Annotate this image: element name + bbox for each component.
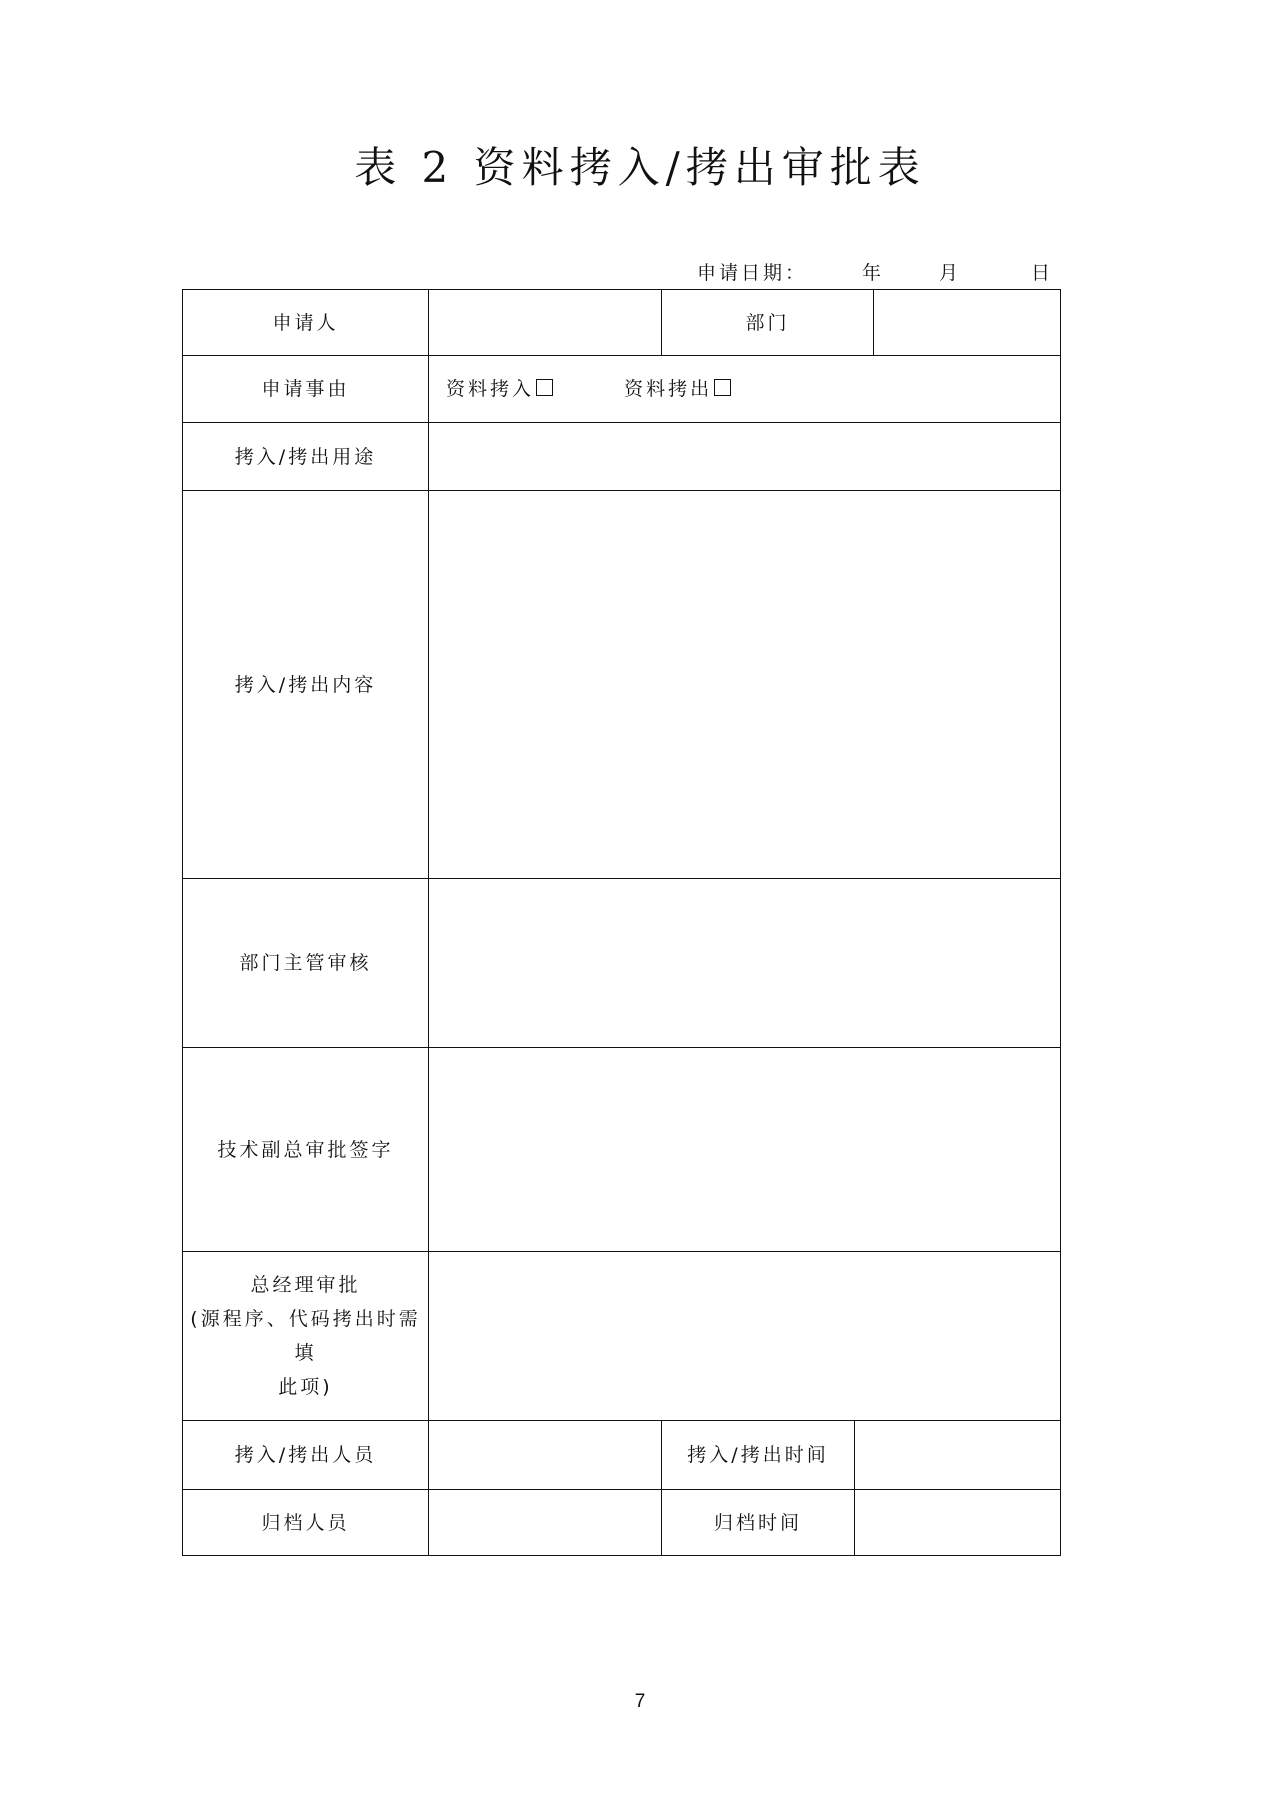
gm-approval-field[interactable] bbox=[429, 1252, 1061, 1421]
gm-approval-label: 总经理审批 bbox=[250, 1274, 361, 1296]
tech-approval-field[interactable] bbox=[429, 1048, 1061, 1252]
copy-in-checkbox[interactable] bbox=[536, 379, 553, 396]
tech-approval-label: 技术副总审批签字 bbox=[183, 1048, 429, 1252]
date-day-label: 日 bbox=[1031, 262, 1054, 284]
archive-time-label: 归档时间 bbox=[662, 1490, 855, 1556]
gm-approval-note-line1: (源程序、代码拷出时需填 bbox=[190, 1308, 421, 1364]
copy-person-label: 拷入/拷出人员 bbox=[183, 1421, 429, 1490]
archive-time-field[interactable] bbox=[855, 1490, 1061, 1556]
copy-time-field[interactable] bbox=[855, 1421, 1061, 1490]
department-field[interactable] bbox=[874, 290, 1061, 356]
dept-review-row bbox=[183, 879, 1061, 1048]
applicant-row bbox=[183, 290, 1061, 356]
dept-review-label: 部门主管审核 bbox=[183, 879, 429, 1048]
purpose-field[interactable] bbox=[429, 423, 1061, 491]
tech-approval-row bbox=[183, 1048, 1061, 1252]
page-title: 表 2 资料拷入/拷出审批表 bbox=[354, 143, 926, 192]
dept-review-field[interactable] bbox=[429, 879, 1061, 1048]
content-label: 拷入/拷出内容 bbox=[183, 491, 429, 879]
date-year-label: 年 bbox=[862, 262, 885, 284]
copy-in-option[interactable] bbox=[446, 372, 553, 406]
purpose-label: 拷入/拷出用途 bbox=[183, 423, 429, 491]
content-row bbox=[183, 491, 1061, 879]
archive-person-label: 归档人员 bbox=[183, 1490, 429, 1556]
gm-approval-label-cell bbox=[183, 1252, 429, 1421]
reason-options bbox=[429, 356, 1061, 423]
applicant-field[interactable] bbox=[429, 290, 662, 356]
content-field[interactable] bbox=[429, 491, 1061, 879]
approval-form-table bbox=[182, 289, 1061, 1556]
page-number: 7 bbox=[634, 1691, 646, 1712]
gm-approval-note-line2: 此项) bbox=[278, 1376, 333, 1398]
gm-approval-row bbox=[183, 1252, 1061, 1421]
copy-person-row bbox=[183, 1421, 1061, 1490]
copy-out-option-label: 资料拷出 bbox=[624, 378, 713, 400]
application-date-label: 申请日期： bbox=[697, 262, 808, 284]
reason-row bbox=[183, 356, 1061, 423]
copy-out-option[interactable] bbox=[624, 372, 731, 406]
copy-in-option-label: 资料拷入 bbox=[446, 378, 535, 400]
reason-label: 申请事由 bbox=[183, 356, 429, 423]
purpose-row bbox=[183, 423, 1061, 491]
archive-person-field[interactable] bbox=[429, 1490, 662, 1556]
copy-out-checkbox[interactable] bbox=[714, 379, 731, 396]
applicant-label: 申请人 bbox=[183, 290, 429, 356]
copy-time-label: 拷入/拷出时间 bbox=[662, 1421, 855, 1490]
date-month-label: 月 bbox=[939, 262, 962, 284]
archive-row bbox=[183, 1490, 1061, 1556]
department-label: 部门 bbox=[662, 290, 874, 356]
copy-person-field[interactable] bbox=[429, 1421, 662, 1490]
